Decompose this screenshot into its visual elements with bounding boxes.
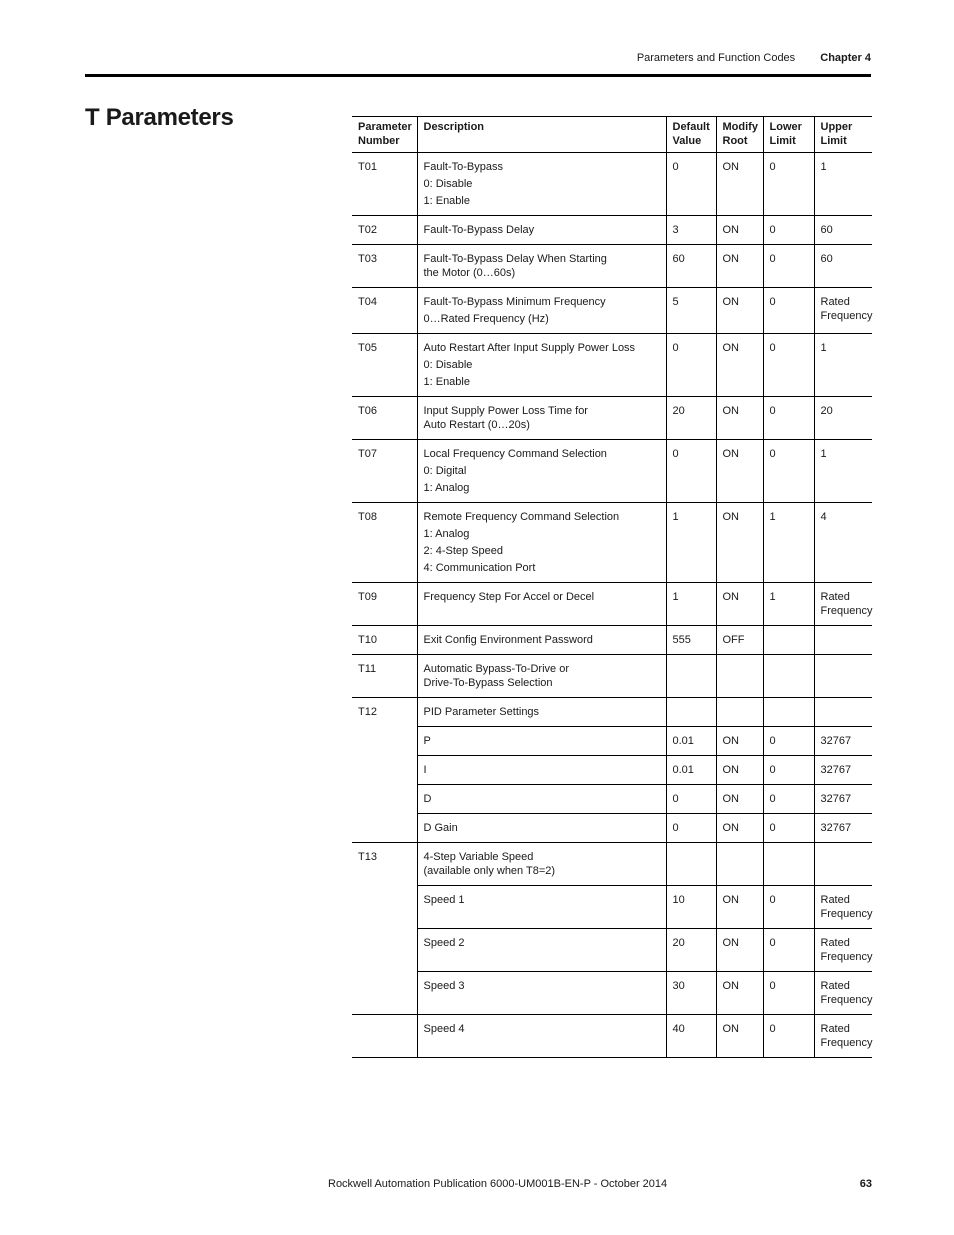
upper-limit-cell: 60 <box>814 216 872 245</box>
col-description: Description <box>417 117 666 153</box>
description-line: 1: Enable <box>423 376 470 388</box>
lower-limit-cell <box>763 655 814 698</box>
table-row <box>352 785 872 814</box>
description-line: 2: 4-Step Speed <box>423 545 504 557</box>
table-row <box>352 756 872 785</box>
upper-limit-cell: Rated Frequency <box>814 1015 872 1058</box>
upper-limit-cell <box>814 626 872 655</box>
description-line: 1: Analog <box>423 482 470 494</box>
default-value-cell: 1 <box>666 503 716 583</box>
lower-limit-cell: 0 <box>763 334 814 397</box>
description-line: D <box>423 793 432 805</box>
description-line: Input Supply Power Loss Time for Auto Restart (0…20s) <box>423 405 588 431</box>
description-cell <box>417 583 666 626</box>
description-cell <box>417 153 666 216</box>
table-row <box>352 153 872 216</box>
lower-limit-cell: 0 <box>763 785 814 814</box>
description-cell <box>417 216 666 245</box>
default-value-cell: 555 <box>666 626 716 655</box>
description-line: Local Frequency Command Selection <box>423 448 607 460</box>
modify-root-cell <box>716 843 763 886</box>
table-row <box>352 626 872 655</box>
default-value-cell: 60 <box>666 245 716 288</box>
description-line: Speed 2 <box>423 937 465 949</box>
default-value-cell: 0.01 <box>666 756 716 785</box>
parameter-number-cell: T10 <box>352 626 417 655</box>
parameter-number-cell: T03 <box>352 245 417 288</box>
modify-root-cell: OFF <box>716 626 763 655</box>
description-cell <box>417 886 666 929</box>
table-row <box>352 397 872 440</box>
lower-limit-cell: 0 <box>763 929 814 972</box>
modify-root-cell: ON <box>716 216 763 245</box>
lower-limit-cell: 0 <box>763 153 814 216</box>
description-line: 4: Communication Port <box>423 562 536 574</box>
description-line: Fault-To-Bypass Delay When Starting the Motor (0…60s) <box>423 253 607 279</box>
table-row <box>352 216 872 245</box>
col-parameter-number: Parameter Number <box>352 117 417 153</box>
upper-limit-cell <box>814 843 872 886</box>
description-line: Remote Frequency Command Selection <box>423 511 620 523</box>
modify-root-cell: ON <box>716 440 763 503</box>
description-line: 0: Digital <box>423 465 467 477</box>
modify-root-cell: ON <box>716 886 763 929</box>
table-header-row <box>352 117 872 153</box>
table-row <box>352 1015 872 1058</box>
table-row <box>352 583 872 626</box>
description-cell <box>417 785 666 814</box>
page-title: T Parameters <box>85 104 234 131</box>
table-row <box>352 972 872 1015</box>
description-line: Exit Config Environment Password <box>423 634 593 646</box>
description-line: Fault-To-Bypass Minimum Frequency <box>423 296 606 308</box>
modify-root-cell <box>716 698 763 727</box>
description-line: 1: Enable <box>423 195 470 207</box>
description-line: 0: Disable <box>423 359 473 371</box>
description-cell <box>417 929 666 972</box>
parameter-number-cell <box>352 814 417 843</box>
description-line: 0…Rated Frequency (Hz) <box>423 313 549 325</box>
col-upper-limit: Upper Limit <box>814 117 872 153</box>
description-cell <box>417 334 666 397</box>
modify-root-cell: ON <box>716 785 763 814</box>
table-row <box>352 655 872 698</box>
parameter-number-cell <box>352 972 417 1015</box>
table-row <box>352 929 872 972</box>
upper-limit-cell: Rated Frequency <box>814 886 872 929</box>
lower-limit-cell: 0 <box>763 440 814 503</box>
header-rule <box>85 74 871 77</box>
default-value-cell: 1 <box>666 583 716 626</box>
col-lower-limit: Lower Limit <box>763 117 814 153</box>
description-line: Fault-To-Bypass <box>423 161 503 173</box>
upper-limit-cell: 1 <box>814 334 872 397</box>
lower-limit-cell: 0 <box>763 288 814 334</box>
table-row <box>352 334 872 397</box>
lower-limit-cell: 0 <box>763 1015 814 1058</box>
description-line: Frequency Step For Accel or Decel <box>423 591 595 603</box>
lower-limit-cell: 0 <box>763 886 814 929</box>
default-value-cell: 20 <box>666 929 716 972</box>
parameter-number-cell <box>352 886 417 929</box>
modify-root-cell: ON <box>716 727 763 756</box>
default-value-cell <box>666 655 716 698</box>
parameter-number-cell <box>352 785 417 814</box>
parameters-table <box>352 116 872 1058</box>
description-cell <box>417 972 666 1015</box>
parameter-number-cell: T08 <box>352 503 417 583</box>
description-cell <box>417 245 666 288</box>
header-chapter: Chapter 4 <box>820 52 871 64</box>
running-header <box>637 52 871 64</box>
modify-root-cell: ON <box>716 929 763 972</box>
upper-limit-cell: 60 <box>814 245 872 288</box>
default-value-cell: 40 <box>666 1015 716 1058</box>
description-line: Speed 4 <box>423 1023 465 1035</box>
default-value-cell: 20 <box>666 397 716 440</box>
parameter-number-cell <box>352 756 417 785</box>
lower-limit-cell: 0 <box>763 397 814 440</box>
parameter-number-cell: T04 <box>352 288 417 334</box>
default-value-cell <box>666 843 716 886</box>
default-value-cell: 5 <box>666 288 716 334</box>
default-value-cell: 10 <box>666 886 716 929</box>
modify-root-cell: ON <box>716 288 763 334</box>
lower-limit-cell: 0 <box>763 814 814 843</box>
default-value-cell: 30 <box>666 972 716 1015</box>
default-value-cell: 0 <box>666 153 716 216</box>
parameter-number-cell: T05 <box>352 334 417 397</box>
upper-limit-cell: 1 <box>814 440 872 503</box>
description-cell <box>417 698 666 727</box>
parameter-number-cell <box>352 929 417 972</box>
lower-limit-cell: 0 <box>763 727 814 756</box>
modify-root-cell: ON <box>716 756 763 785</box>
lower-limit-cell: 1 <box>763 583 814 626</box>
upper-limit-cell: 32767 <box>814 785 872 814</box>
upper-limit-cell: Rated Frequency <box>814 929 872 972</box>
description-line: Speed 1 <box>423 894 465 906</box>
description-line: Speed 3 <box>423 980 465 992</box>
description-cell <box>417 288 666 334</box>
parameter-number-cell: T06 <box>352 397 417 440</box>
table-row <box>352 440 872 503</box>
default-value-cell: 0 <box>666 814 716 843</box>
description-line: I <box>423 764 427 776</box>
parameter-number-cell <box>352 1015 417 1058</box>
table-row <box>352 288 872 334</box>
parameter-number-cell: T13 <box>352 843 417 886</box>
description-cell <box>417 727 666 756</box>
lower-limit-cell <box>763 626 814 655</box>
upper-limit-cell <box>814 655 872 698</box>
table-body <box>352 153 872 1058</box>
modify-root-cell: ON <box>716 972 763 1015</box>
table-row <box>352 503 872 583</box>
parameter-number-cell: T09 <box>352 583 417 626</box>
description-line: 1: Analog <box>423 528 470 540</box>
parameter-number-cell: T07 <box>352 440 417 503</box>
description-line: 0: Disable <box>423 178 473 190</box>
upper-limit-cell: 32767 <box>814 814 872 843</box>
lower-limit-cell: 0 <box>763 756 814 785</box>
table-row <box>352 843 872 886</box>
description-cell <box>417 843 666 886</box>
table-row <box>352 245 872 288</box>
modify-root-cell: ON <box>716 814 763 843</box>
upper-limit-cell: 32767 <box>814 727 872 756</box>
parameter-number-cell: T11 <box>352 655 417 698</box>
upper-limit-cell: Rated Frequency <box>814 288 872 334</box>
modify-root-cell: ON <box>716 1015 763 1058</box>
default-value-cell: 3 <box>666 216 716 245</box>
parameter-number-cell: T01 <box>352 153 417 216</box>
parameter-number-cell: T12 <box>352 698 417 727</box>
description-cell <box>417 814 666 843</box>
modify-root-cell: ON <box>716 503 763 583</box>
lower-limit-cell: 0 <box>763 216 814 245</box>
default-value-cell <box>666 698 716 727</box>
description-cell <box>417 655 666 698</box>
description-line: P <box>423 735 431 747</box>
lower-limit-cell <box>763 843 814 886</box>
upper-limit-cell: Rated Frequency <box>814 583 872 626</box>
default-value-cell: 0 <box>666 440 716 503</box>
description-line: Auto Restart After Input Supply Power Loss <box>423 342 636 354</box>
description-cell <box>417 1015 666 1058</box>
col-default-value: Default Value <box>666 117 716 153</box>
table-row <box>352 814 872 843</box>
table-row <box>352 698 872 727</box>
upper-limit-cell: 32767 <box>814 756 872 785</box>
parameter-number-cell <box>352 727 417 756</box>
default-value-cell: 0 <box>666 334 716 397</box>
modify-root-cell: ON <box>716 397 763 440</box>
lower-limit-cell <box>763 698 814 727</box>
description-line: Automatic Bypass-To-Drive or Drive-To-Bypass Selection <box>423 663 569 689</box>
upper-limit-cell: 1 <box>814 153 872 216</box>
modify-root-cell: ON <box>716 583 763 626</box>
description-cell <box>417 756 666 785</box>
lower-limit-cell: 0 <box>763 972 814 1015</box>
upper-limit-cell <box>814 698 872 727</box>
upper-limit-cell: 4 <box>814 503 872 583</box>
default-value-cell: 0.01 <box>666 727 716 756</box>
description-cell <box>417 397 666 440</box>
description-line: PID Parameter Settings <box>423 706 540 718</box>
table-row <box>352 886 872 929</box>
description-line: D Gain <box>423 822 458 834</box>
modify-root-cell: ON <box>716 153 763 216</box>
default-value-cell: 0 <box>666 785 716 814</box>
modify-root-cell <box>716 655 763 698</box>
parameter-number-cell: T02 <box>352 216 417 245</box>
modify-root-cell: ON <box>716 334 763 397</box>
publication-info: Rockwell Automation Publication 6000-UM001B-EN-P - October 2014 <box>328 1178 668 1190</box>
page-number: 63 <box>859 1178 872 1190</box>
description-cell <box>417 626 666 655</box>
col-modify-root: Modify Root <box>716 117 763 153</box>
description-line: 4-Step Variable Speed (available only when T8=2) <box>423 851 556 877</box>
lower-limit-cell: 1 <box>763 503 814 583</box>
table-row <box>352 727 872 756</box>
upper-limit-cell: 20 <box>814 397 872 440</box>
description-cell <box>417 503 666 583</box>
lower-limit-cell: 0 <box>763 245 814 288</box>
header-section-title: Parameters and Function Codes <box>636 52 796 64</box>
modify-root-cell: ON <box>716 245 763 288</box>
description-line: Fault-To-Bypass Delay <box>423 224 535 236</box>
upper-limit-cell: Rated Frequency <box>814 972 872 1015</box>
description-cell <box>417 440 666 503</box>
